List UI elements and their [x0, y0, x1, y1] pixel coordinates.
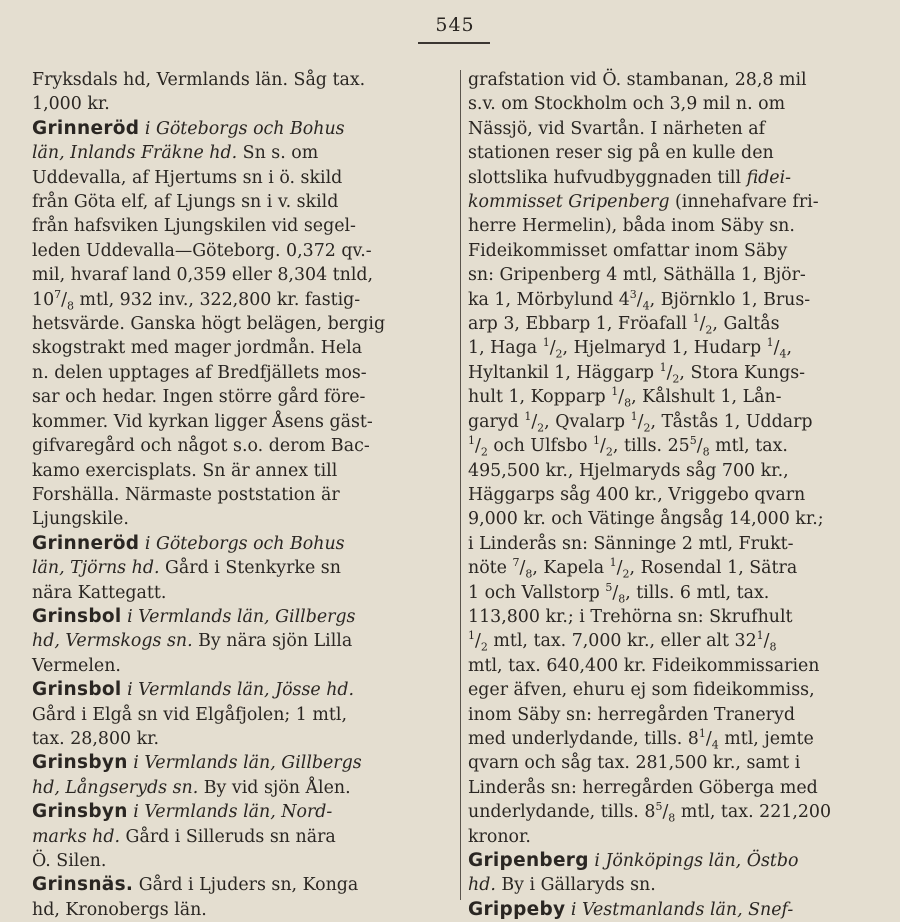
entry-text-line: Fideikommisset omfattar inom Säby: [468, 240, 788, 261]
entry-text-line: 1,000 kr.: [32, 94, 110, 115]
entry-text-line: eger äfven, ehuru ej som fideikommiss,: [468, 680, 815, 701]
entry-text-line: 1, Haga $^1/_2$, Hjelmaryd 1, Hudarp $^1/_4$,: [468, 336, 793, 361]
entry-text-line: kronor.: [468, 826, 531, 847]
entry-text-line: sn: Gripenberg 4 mtl, Säthälla 1, Björ-: [468, 265, 806, 286]
entry-headword: Grinneröd: [32, 117, 140, 139]
entry-text-line: sar och hedar. Ingen större gård före-: [32, 387, 366, 408]
entry-text-line: 1 och Vallstorp $^5/_8$, tills. 6 mtl, tax.: [468, 580, 770, 605]
entry-text-line: underlydande, tills. $8^5/_8$ mtl, tax. 221,200: [468, 800, 832, 825]
entry-text-line: qvarn och såg tax. 281,500 kr., samt i: [468, 753, 801, 774]
entry-text-line: Vermelen.: [32, 655, 121, 676]
entry-text-line: nöte $^7/_8$, Kapela $^1/_2$, Rosendal 1, Sätra: [468, 556, 798, 581]
dictionary-entry: [468, 849, 892, 898]
entry-headword: Grinneröd: [32, 532, 140, 554]
entry-text-line: från hafsviken Ljungskilen vid segel-: [32, 216, 356, 237]
entry-heading-text: Gård i Ljuders sn, Konga: [133, 875, 359, 896]
entry-heading-line: [32, 532, 452, 556]
entry-text-line: 495,500 kr., Hjelmaryds såg 700 kr.,: [468, 460, 789, 481]
dictionary-entry: [32, 68, 452, 117]
entry-text-line: från Göta elf, af Ljungs sn i v. skild: [32, 192, 339, 213]
entry-heading-line: [468, 898, 892, 922]
entry-text-line: hd, Långseryds sn. By vid sjön Ålen.: [32, 777, 351, 798]
right-column: [468, 68, 892, 920]
entry-text-line: mtl, tax. 640,400 kr. Fideikommissarien: [468, 655, 820, 676]
entry-text-line: Ljungskile.: [32, 509, 129, 530]
entry-text-line: län, Inlands Fräkne hd. Sn s. om: [32, 143, 319, 164]
entry-text-line: slottslika hufvudbyggnaden till fidei-: [468, 167, 792, 188]
entry-heading-line: [468, 849, 892, 873]
entry-heading-line: [32, 751, 452, 775]
entry-heading-line: [32, 873, 452, 897]
entry-text-line: 113,800 kr.; i Trehörna sn: Skrufhult: [468, 606, 793, 627]
entry-text-line: kommer. Vid kyrkan ligger Åsens gäst-: [32, 411, 373, 432]
entry-location: i Vermlands län, Nord-: [133, 802, 333, 823]
entry-text-line: hetsvärde. Ganska högt belägen, bergig: [32, 314, 386, 335]
dictionary-entry: [32, 605, 452, 678]
entry-location: i Vermlands län, Gillbergs: [127, 606, 356, 627]
entry-text-line: Forshälla. Närmaste poststation är: [32, 484, 340, 505]
entry-location: i Göteborgs och Bohus: [144, 533, 345, 554]
dictionary-entry: [32, 532, 452, 605]
entry-text-line: kommisset Gripenberg (innehafvare fri-: [468, 192, 819, 213]
left-column: [32, 68, 452, 920]
entry-text-line: nära Kattegatt.: [32, 582, 167, 603]
page-number-rule: [418, 42, 490, 44]
entry-text-line: Nässjö, vid Svartån. I närheten af: [468, 118, 766, 139]
entry-text-line: grafstation vid Ö. stambanan, 28,8 mil: [468, 70, 807, 90]
entry-heading-line: [32, 678, 452, 702]
entry-text-line: s.v. om Stockholm och 3,9 mil n. om: [468, 94, 786, 115]
entry-headword: Grinsbol: [32, 679, 122, 701]
entry-text-line: hd, Kronobergs län.: [32, 899, 207, 920]
entry-text-line: hd. By i Gällaryds sn.: [468, 875, 656, 896]
entry-text-line: inom Säby sn: herregården Traneryd: [468, 704, 795, 725]
entry-text-line: herre Hermelin), båda inom Säby sn.: [468, 216, 795, 237]
entry-text-line: kamo exercisplats. Sn är annex till: [32, 460, 338, 481]
entry-text-line: ka 1, Mörbylund $4^3/_4$, Björnklo 1, Brus-: [468, 287, 811, 313]
dictionary-entry: [32, 117, 452, 532]
entry-location: i Vermlands län, Jösse hd.: [127, 680, 355, 701]
entry-text-line: Gård i Elgå sn vid Elgåfjolen; 1 mtl,: [32, 704, 347, 725]
entry-headword: Gripenberg: [468, 850, 589, 871]
entry-text-line: stationen reser sig på en kulle den: [468, 143, 774, 164]
entry-text-line: hult 1, Kopparp $^1/_8$, Kålshult 1, Lån-: [468, 385, 782, 410]
entry-text-line: Fryksdals hd, Vermlands län. Såg tax.: [32, 70, 366, 90]
entry-text-line: marks hd. Gård i Silleruds sn nära: [32, 826, 336, 847]
entry-text-line: Häggarps såg 400 kr., Vriggebo qvarn: [468, 484, 806, 505]
entry-headword: Grinsbyn: [32, 801, 128, 823]
entry-text-line: $^1/_2$ och Ulfsbo $^1/_2$, tills. $25^5/_8$ mtl, tax.: [468, 434, 788, 459]
dictionary-entry: [468, 68, 892, 849]
entry-text-line: Linderås sn: herregården Göberga med: [468, 777, 818, 798]
entry-location: i Vermlands län, Gillbergs: [133, 753, 362, 774]
entry-headword: Grinsnäs.: [32, 874, 134, 896]
entry-text-line: Hyltankil 1, Häggarp $^1/_2$, Stora Kungs-: [468, 361, 806, 386]
entry-text-line: Ö. Silen.: [32, 851, 107, 871]
entry-location: i Jönköpings län, Östbo: [594, 851, 799, 871]
entry-location: i Vestmanlands län, Snef-: [570, 899, 794, 920]
dictionary-entry: [32, 800, 452, 873]
entry-location: i Göteborgs och Bohus: [144, 118, 345, 139]
entry-text-line: gifvaregård och något s.o. derom Bac-: [32, 436, 370, 457]
entry-text-line: n. delen upptages af Bredfjällets mos-: [32, 362, 367, 383]
entry-text-line: län, Tjörns hd. Gård i Stenkyrke sn: [32, 558, 341, 579]
dictionary-entry: [32, 678, 452, 751]
entry-text-line: tax. 28,800 kr.: [32, 728, 160, 749]
dictionary-entry: [32, 751, 452, 800]
entry-headword: Grinsbol: [32, 605, 122, 627]
entry-headword: Grippeby: [468, 898, 566, 920]
entry-headword: Grinsbyn: [32, 752, 128, 774]
entry-heading-line: [32, 605, 452, 629]
entry-text-line: mil, hvaraf land 0,359 eller 8,304 tnld,: [32, 265, 374, 286]
entry-text-line: garyd $^1/_2$, Qvalarp $^1/_2$, Tåstås 1, Uddarp: [468, 409, 813, 435]
entry-text-line: arp 3, Ebbarp 1, Fröafall $^1/_2$, Galtås: [468, 312, 780, 337]
entry-text-line: med underlydande, tills. $8^1/_4$ mtl, jemte: [468, 727, 814, 752]
entry-heading-line: [32, 800, 452, 824]
entry-text-line: $^1/_2$ mtl, tax. 7,000 kr., eller alt $32^1/_8$: [468, 629, 777, 654]
dictionary-entry: [468, 898, 892, 922]
entry-text-line: $10^7/_8$ mtl, 932 inv., 322,800 kr. fastig-: [32, 287, 361, 313]
entry-text-line: leden Uddevalla—Göteborg. 0,372 qv.-: [32, 240, 372, 261]
entry-text-line: Uddevalla, af Hjertums sn i ö. skild: [32, 167, 343, 188]
column-divider: [460, 70, 461, 900]
entry-text-line: i Linderås sn: Sänninge 2 mtl, Frukt-: [468, 533, 794, 554]
dictionary-entry: [32, 873, 452, 922]
entry-heading-line: [32, 117, 452, 141]
entry-text-line: hd, Vermskogs sn. By nära sjön Lilla: [32, 631, 353, 652]
entry-text-line: skogstrakt med mager jordmån. Hela: [32, 338, 363, 359]
entry-text-line: 9,000 kr. och Vätinge ångsåg 14,000 kr.;: [468, 509, 824, 530]
page-number: 545: [435, 14, 475, 36]
